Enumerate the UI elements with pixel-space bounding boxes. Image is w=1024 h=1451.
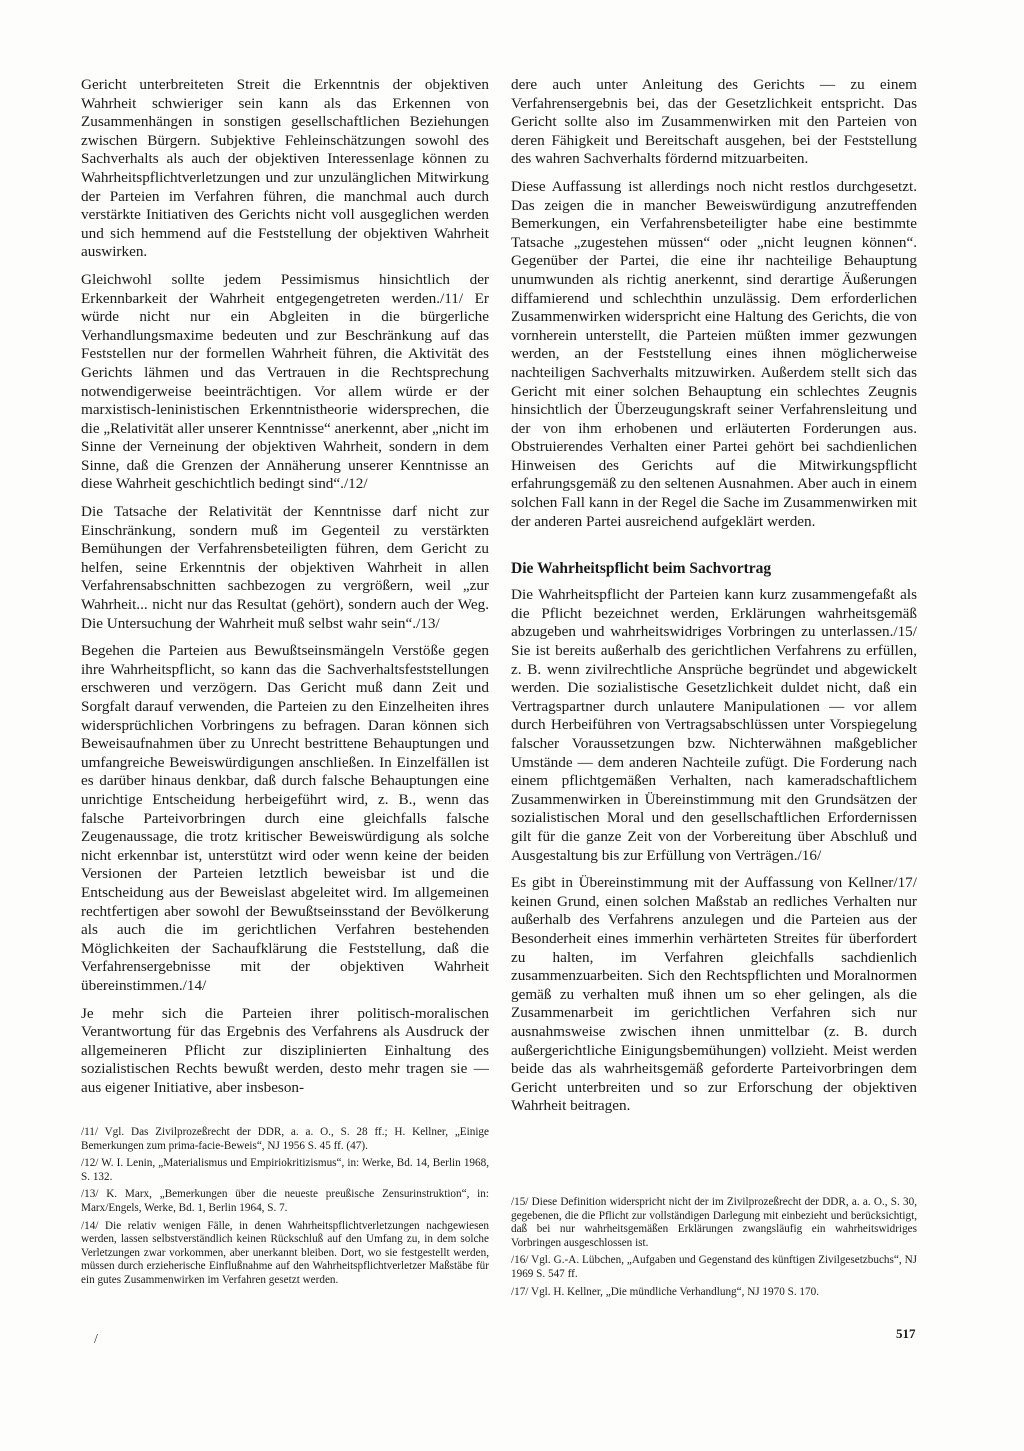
footnote-12: /12/ W. I. Lenin, „Materialismus und Empiriokritizismus“, in: Werke, Bd. 14, Berlin 1968, S. 132. [81, 1157, 489, 1183]
stray-mark: / [94, 1332, 98, 1347]
footnote-11: /11/ Vgl. Das Zivilprozeßrecht der DDR, a. a. O., S. 28 ff.; H. Kellner, „Einige Bemerkungen zum prima-facie-Beweis“, NJ 1956 S. 45 ff. (47). [81, 1126, 489, 1152]
body-paragraph: Je mehr sich die Parteien ihrer politisch-moralischen Verantwortung für das Ergebnis des Verfahrens als Ausdruck der allgemeineren Pflicht zur disziplinierten Einhaltung des sozialistischen Rechts bewußt werden, desto mehr tragen sie — aus eigener Initiative, aber insbeson- [81, 1004, 489, 1096]
section-heading: Die Wahrheitspflicht beim Sachvortrag [511, 560, 772, 578]
footnote-17: /17/ Vgl. H. Kellner, „Die mündliche Verhandlung“, NJ 1970 S. 170. [511, 1285, 819, 1298]
body-paragraph: Diese Auffassung ist allerdings noch nicht restlos durchgesetzt. Das zeigen die in mancher Beweiswürdigung anzutreffenden Bemerkungen, ein Verfahrensbeteiligter habe eine bestimmte Tatsache „zugestehen müssen“ oder „nicht leugnen können“. Gegenüber der Partei, die eine ihr nachteilige Behauptung unumwunden als richtig anerkennt, sind derartige Äußerungen diffamierend und schlechthin unzulässig. Dem erforderlichen Zusammenwirken widerspricht eine Haltung des Gerichts, die von vornherein unterstellt, die Parteien müßten immer gezwungen werden, an der Feststellung eines ihnen möglicherweise nachteiligen Sachverhalts mitzuwirken. Außerdem stellt sich das Gericht mit einer solchen Behauptung ein schlechtes Zeugnis hinsichtlich der Überzeugungskraft seiner Verfahrensleitung und der von ihm erhobenen und erläuterten Forderungen aus. Obstruierendes Verhalten einer Partei gehört bei sachdienlichen Hinweisen des Gerichts auf die Mitwirkungspflicht erfahrungsgemäß zu den seltenen Ausnahmen. Aber auch in einem solchen Fall kann in der Regel die Sache im Zusammenwirken mit der anderen Partei ausreichend aufgeklärt werden. [511, 177, 917, 530]
page-number: 517 [896, 1326, 916, 1341]
right-column [511, 76, 917, 1125]
left-column [81, 76, 489, 1106]
footnote-15: /15/ Diese Definition widerspricht nicht der im Zivilprozeßrecht der DDR, a. a. O., S. 30, gegebenen, die die Pflicht zur vollständigen Darlegung mit einbezieht und berücksichtigt, daß bei nur wahrheitsgemäßen Erklärungen zwangsläufig ein wahrheitswidriges Vorbringen ausgeschlossen ist. [511, 1196, 917, 1249]
footnotes-left [81, 1126, 489, 1292]
footnote-14: /14/ Die relativ wenigen Fälle, in denen Wahrheitspflichtverletzungen nachgewiesen werden, lassen selbstverständlich keinen Rückschluß auf den Umfang zu, in dem solche Verletzungen zwar vorkommen, aber unerkannt bleiben. Dort, wo sie festgestellt werden, müssen durch erzieherische Einflußnahme auf den Wahrheitspflichtverletzer Maßstäbe für ein gutes Zusammenwirken im Verfahren gesetzt werden. [81, 1219, 489, 1286]
footnotes-right [511, 1196, 917, 1303]
body-paragraph: Gleichwohl sollte jedem Pessimismus hinsichtlich der Erkennbarkeit der Wahrheit entgegengetreten werden./11/ Er würde nicht nur ein Abgleiten in die bürgerliche Verhandlungsmaxime bedeuten und zur Beschränkung auf das Feststellen nur der formellen Wahrheit führen, die Aktivität des Gerichts lähmen und das Vertrauen in die Rechtsprechung notwendigerweise beeinträchtigen. Vor allem würde er der marxistisch-leninistischen Erkenntnistheorie widersprechen, die die „Relativität aller unserer Kenntnisse“ anerkennt, aber „nicht im Sinne der Verneinung der objektiven Wahrheit, sondern in dem Sinne, daß die Grenzen der Annäherung unserer Kenntnisse an diese Wahrheit geschichtlich bedingt sind“./12/ [81, 270, 489, 493]
body-paragraph: Gericht unterbreiteten Streit die Erkenntnis der objektiven Wahrheit schwieriger sein kann als das Erkennen von Zusammenhängen in sonstigen gesellschaftlichen Beziehungen zwischen Bürgern. Subjektive Fehleinschätzungen sowohl des Sachverhalts als auch der objektiven Interessenlage können zu Wahrheitspflichtverletzungen und zur unzulänglichen Mitwirkung der Parteien im Verfahren führen, die manchmal auch durch verstärkte Initiativen des Gerichts nicht voll ausgeglichen werden und sich hemmend auf die Feststellung der objektiven Wahrheit auswirken. [81, 76, 489, 261]
footnote-13: /13/ K. Marx, „Bemerkungen über die neueste preußische Zensurinstruktion“, in: Marx/Engels, Werke, Bd. 1, Berlin 1964, S. 7. [81, 1188, 489, 1214]
body-paragraph: Begehen die Parteien aus Bewußtseinsmängeln Verstöße gegen ihre Wahrheitspflicht, so kann das die Sachverhaltsfeststellungen erschweren und verzögern. Das Gericht muß dann Zeit und Sorgfalt darauf verwenden, die Parteien zu den Einzelheiten ihres widersprüchlichen Vorbringens zu befragen. Daran können sich Beweisaufnahmen über zu Unrecht bestrittene Behauptungen und umfangreiche Beweiswürdigungen anschließen. In Einzelfällen ist es darüber hinaus denkbar, daß durch falsche Behauptungen eine unrichtige Entscheidung herbeigeführt wird, z. B., wenn das falsche Parteivorbringen durch eine gleichfalls falsche Zeugenaussage, die trotz kritischer Beweiswürdigung als solche nicht erkennbar ist, unterstützt wird oder wenn keine der beiden Versionen der Parteien letztlich beweisbar ist und die Entscheidung aus der Beweislast abgeleitet wird. Im allgemeinen rechtfertigen aber sowohl der Bewußtseinsstand der Bevölkerung als auch die im gerichtlichen Verfahren bestehenden Möglichkeiten der Sachaufklärung die Feststellung, daß die Verfahrensergebnisse mit der objektiven Wahrheit übereinstimmen./14/ [81, 642, 489, 994]
body-paragraph: Die Wahrheitspflicht der Parteien kann kurz zusammengefaßt als die Pflicht bezeichnet werden, Erklärungen wahrheitsgemäß abzugeben und wahrheitswidriges Vorbringen zu unterlassen./15/ Sie ist bereits außerhalb des gerichtlichen Verfahrens zu erfüllen, z. B. wenn zivilrechtliche Ansprüche begründet und abgewickelt werden. Die sozialistische Gesetzlichkeit duldet nicht, daß ein Vertragspartner durch unlautere Manipulationen — vor allem durch Herbeiführen von Vertragsabschlüssen unter Vorspiegelung falscher Voraussetzungen bzw. Nichterwähnen maßgeblicher Umstände — dem anderen Nachteile zufügt. Die Forderung nach einem pflichtgemäßen Verhalten, nach kameradschaftlichem Zusammenwirken in Übereinstimmung mit den Grundsätzen der sozialistischen Moral und den gesellschaftlichen Erfordernissen gilt für die ganze Zeit von der Vorbereitung über Abschluß und Ausgestaltung bis zur Erfüllung von Verträgen./16/ [511, 586, 917, 864]
body-paragraph: Die Tatsache der Relativität der Kenntnisse darf nicht zur Einschränkung, sondern muß im Gegenteil zu verstärkten Bemühungen der Verfahrensbeteiligten führen, dem Gericht zu helfen, seine Erkenntnis der objektiven Wahrheit in allen Verfahrensabschnitten sachbezogen zu vergrößern, weil „zur Wahrheit... nicht nur das Resultat (gehört), sondern auch der Weg. Die Untersuchung der Wahrheit muß selbst wahr sein“./13/ [81, 503, 489, 632]
footnote-16: /16/ Vgl. G.-A. Lübchen, „Aufgaben und Gegenstand des künftigen Zivilgesetzbuchs“, NJ 1969 S. 547 ff. [511, 1254, 917, 1280]
body-paragraph: dere auch unter Anleitung des Gerichts — zu einem Verfahrensergebnis bei, das der Gesetzlichkeit entspricht. Das Gericht sollte also im Zusammenwirken mit den Parteien von deren Fähigkeit und Bereitschaft ausgehen, bei der Feststellung des wahren Sachverhalts fördernd mitzuarbeiten. [511, 76, 917, 168]
body-paragraph: Es gibt in Übereinstimmung mit der Auffassung von Kellner/17/ keinen Grund, einen solchen Maßstab an redliches Verhalten nur außerhalb des Verfahrens anzulegen und die Parteien aus der Besonderheit eines immerhin verhärteten Streites für überfordert zu halten, im Verfahren gleichfalls sachdienlich zusammenzuarbeiten. Sich den Rechtspflichten und Moralnormen gemäß zu verhalten muß ihnen um so eher gelingen, als die Zusammenarbeit im gerichtlichen Verfahren sich nur ausnahmsweise zwischen ihnen unmittelbar (z. B. durch außergerichtliche Einigungsbemühungen) vollzieht. Meist werden beide das als wahrheitsgemäß geforderte Parteivorbringen dem Gericht unterbreiten und so zur Erforschung der objektiven Wahrheit beitragen. [511, 874, 917, 1115]
